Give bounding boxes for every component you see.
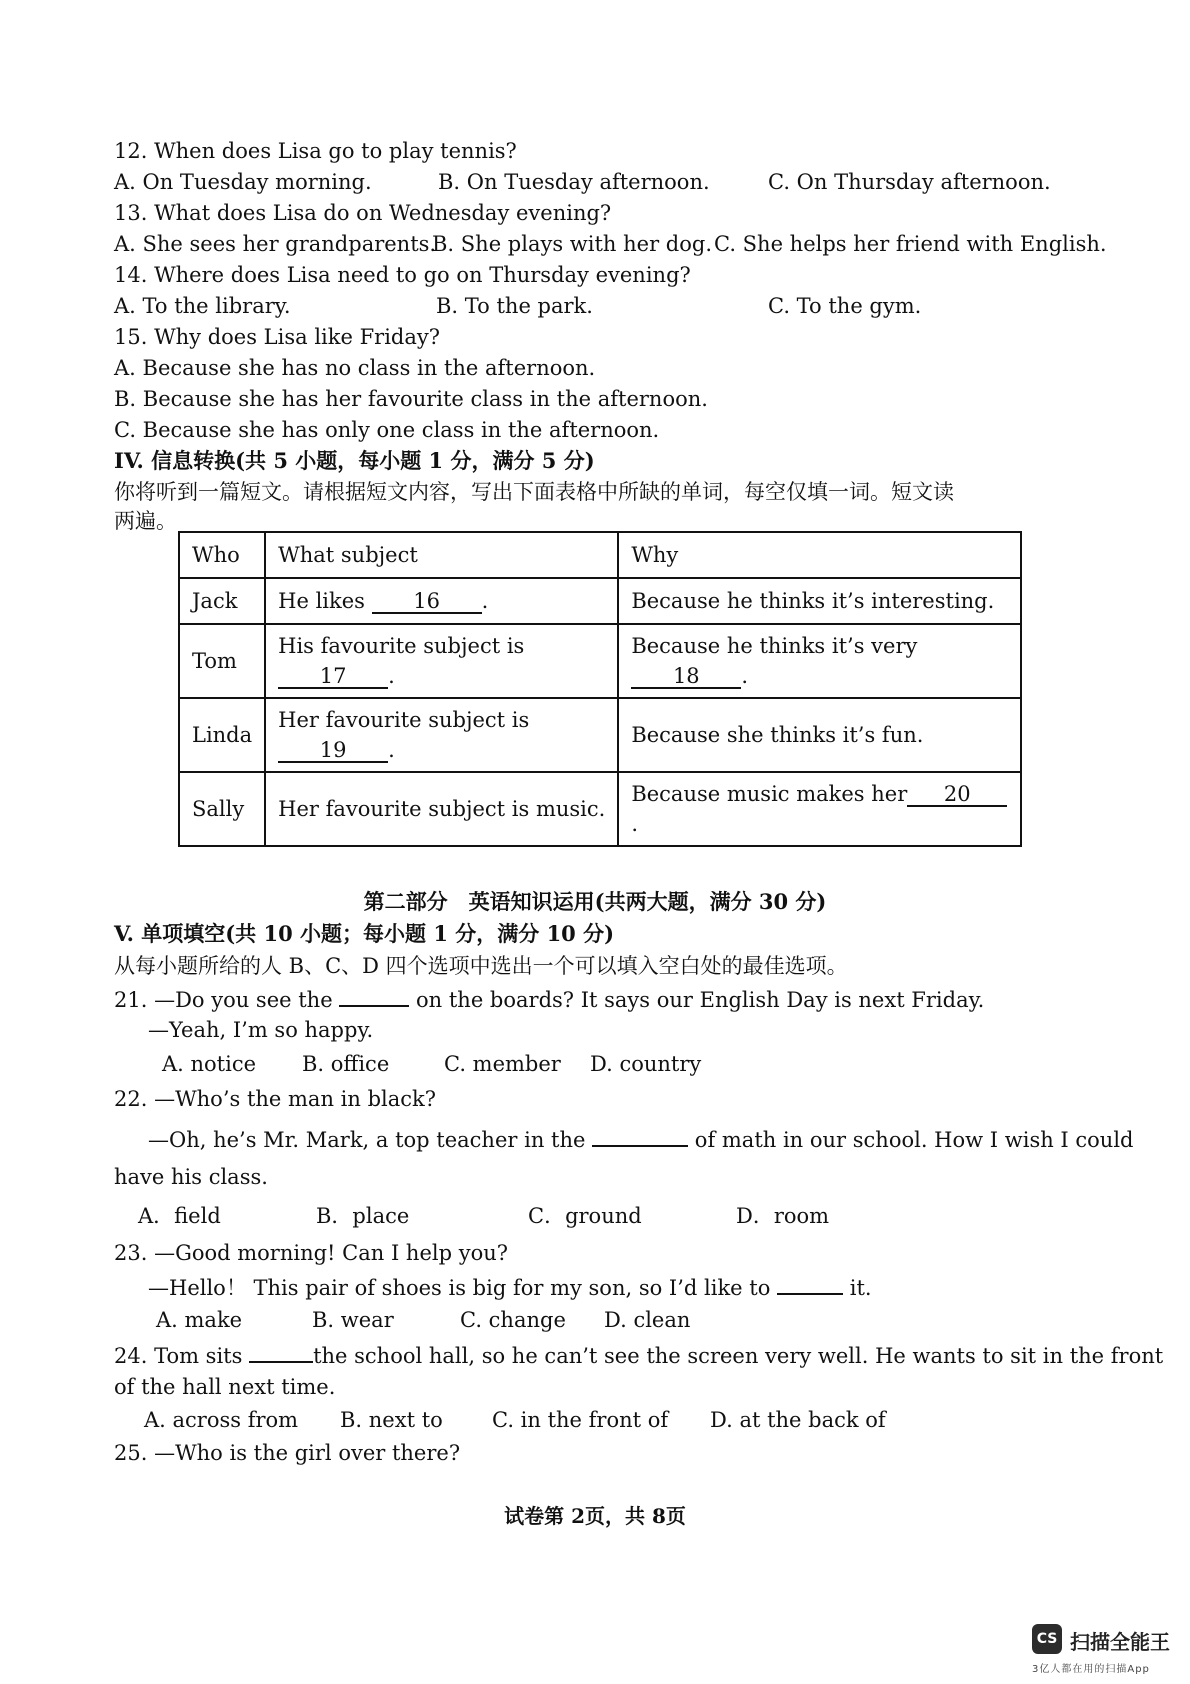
q14-option-c: C. To the gym. <box>768 294 922 318</box>
q15-option-c: C. Because she has only one class in the afternoon. <box>114 418 660 442</box>
row1-who: Jack <box>179 578 265 624</box>
q23-option-c: C. change <box>460 1308 566 1332</box>
q21-option-c: C. member <box>444 1052 561 1076</box>
q24-option-c: C. in the front of <box>492 1408 669 1432</box>
table-row <box>179 624 1021 698</box>
q24-option-b: B. next to <box>340 1408 443 1432</box>
blank-20: 20 <box>907 783 1007 807</box>
q14-option-b: B. To the park. <box>436 294 593 318</box>
page-footer: 试卷第 2页，共 8页 <box>504 1504 686 1528</box>
info-table <box>178 531 1022 847</box>
row4-what: Her favourite subject is music. <box>265 772 618 846</box>
q21-line2: —Yeah, I’m so happy. <box>148 1018 374 1042</box>
q22-option-a: A．field <box>138 1204 221 1228</box>
section4-instruction-line2: 两遍。 <box>114 509 177 533</box>
q14-stem: 14. Where does Lisa need to go on Thursday evening? <box>114 263 691 287</box>
q21-option-a: A. notice <box>162 1052 257 1076</box>
q24-line1 <box>114 1341 1163 1369</box>
header-why: Why <box>618 532 1021 578</box>
section4-title: IV. 信息转换(共 5 小题，每小题 1 分，满分 5 分) <box>114 448 595 473</box>
row1-why: Because he thinks it’s interesting. <box>618 578 1021 624</box>
header-who: Who <box>179 532 265 578</box>
q22-line2 <box>148 1125 1133 1153</box>
section5-title: V. 单项填空(共 10 小题；每小题 1 分，满分 10 分) <box>114 921 615 946</box>
table-header-row <box>179 532 1021 578</box>
q13-option-c: C. She helps her friend with English. <box>714 232 1107 256</box>
row1-what-text: He likes <box>278 589 365 613</box>
q13-stem: 13. What does Lisa do on Wednesday evening? <box>114 201 612 225</box>
cs-logo-icon: CS <box>1032 1624 1062 1654</box>
q22-line3: have his class. <box>114 1165 268 1189</box>
q21-text-b: on the boards? It says our English Day is next Friday. <box>416 988 985 1012</box>
scanner-logo <box>1032 1624 1172 1674</box>
q22-blank <box>592 1125 688 1147</box>
row4-who: Sally <box>179 772 265 846</box>
q13-option-b: B. She plays with her dog. <box>432 232 712 256</box>
row2-who: Tom <box>179 624 265 698</box>
row2-why-text: Because he thinks it’s very <box>631 634 918 658</box>
blank-19: 19 <box>278 739 388 763</box>
logo-tagline: 3亿人都在用的扫描App <box>1032 1664 1150 1675</box>
q21-option-d: D. country <box>590 1052 702 1076</box>
q24-blank <box>249 1341 313 1363</box>
q23-option-b: B. wear <box>312 1308 394 1332</box>
q24-text-a: 24. Tom sits <box>114 1344 243 1368</box>
row4-why: Because music makes her 20. <box>618 772 1021 846</box>
q24-text-b: the school hall, so he can’t see the screen very well. He wants to sit in the front <box>313 1344 1164 1368</box>
q22-line1: 22. —Who’s the man in black? <box>114 1087 436 1111</box>
q23-option-d: D. clean <box>604 1308 691 1332</box>
row3-what: Her favourite subject is 19 . <box>265 698 618 772</box>
table-row <box>179 772 1021 846</box>
row3-who: Linda <box>179 698 265 772</box>
row3-what-text: Her favourite subject is <box>278 708 530 732</box>
header-what-subject: What subject <box>265 532 618 578</box>
q23-line1: 23. —Good morning! Can I help you? <box>114 1241 509 1265</box>
q13-option-a: A. She sees her grandparents. <box>114 232 437 256</box>
q22-text-a: —Oh, he’s Mr. Mark, a top teacher in the <box>148 1128 586 1152</box>
q12-option-b: B. On Tuesday afternoon. <box>438 170 710 194</box>
q15-option-b: B. Because she has her favourite class in the afternoon. <box>114 387 708 411</box>
table-row <box>179 578 1021 624</box>
row4-why-text: Because music makes her <box>631 782 908 806</box>
q23-text-b: it. <box>849 1276 872 1300</box>
q21-text-a: 21. —Do you see the <box>114 988 333 1012</box>
q22-option-d: D．room <box>736 1204 830 1228</box>
row3-why: Because she thinks it’s fun. <box>618 698 1021 772</box>
row1-what: He likes 16 . <box>265 578 618 624</box>
row2-what-text: His favourite subject is <box>278 634 525 658</box>
section5-instruction: 从每小题所给的人 B、C、D 四个选项中选出一个可以填入空白处的最佳选项。 <box>114 954 848 978</box>
q21-option-b: B. office <box>302 1052 390 1076</box>
q24-option-a: A. across from <box>144 1408 299 1432</box>
q24-option-d: D. at the back of <box>710 1408 886 1432</box>
blank-16: 16 <box>372 590 482 614</box>
blank-17: 17 <box>278 665 388 689</box>
q15-stem: 15. Why does Lisa like Friday? <box>114 325 440 349</box>
q23-option-a: A. make <box>156 1308 243 1332</box>
q14-option-a: A. To the library. <box>114 294 291 318</box>
q12-option-a: A. On Tuesday morning. <box>114 170 372 194</box>
row2-why: Because he thinks it’s very 18 . <box>618 624 1021 698</box>
table-row <box>179 698 1021 772</box>
q12-stem: 12. When does Lisa go to play tennis? <box>114 139 517 163</box>
logo-name: 扫描全能王 <box>1070 1630 1170 1654</box>
q21-blank <box>339 985 409 1007</box>
part2-title: 第二部分 英语知识运用(共两大题，满分 30 分) <box>363 889 827 914</box>
q22-text-b: of math in our school. How I wish I could <box>694 1128 1134 1152</box>
q21-line1 <box>114 985 984 1013</box>
q12-option-c: C. On Thursday afternoon. <box>768 170 1051 194</box>
q22-option-b: B．place <box>316 1204 410 1228</box>
q24-line2: of the hall next time. <box>114 1375 336 1399</box>
q23-line2 <box>148 1273 872 1301</box>
blank-18: 18 <box>631 665 741 689</box>
row2-what: His favourite subject is 17 . <box>265 624 618 698</box>
q23-text-a: —Hello！ This pair of shoes is big for my son, so I’d like to <box>148 1276 771 1300</box>
q25-line1: 25. —Who is the girl over there? <box>114 1441 461 1465</box>
q23-blank <box>777 1273 843 1295</box>
section4-instruction-line1: 你将听到一篇短文。请根据短文内容，写出下面表格中所缺的单词，每空仅填一词。短文读 <box>114 480 954 504</box>
q22-option-c: C．ground <box>528 1204 642 1228</box>
q15-option-a: A. Because she has no class in the afternoon. <box>114 356 596 380</box>
